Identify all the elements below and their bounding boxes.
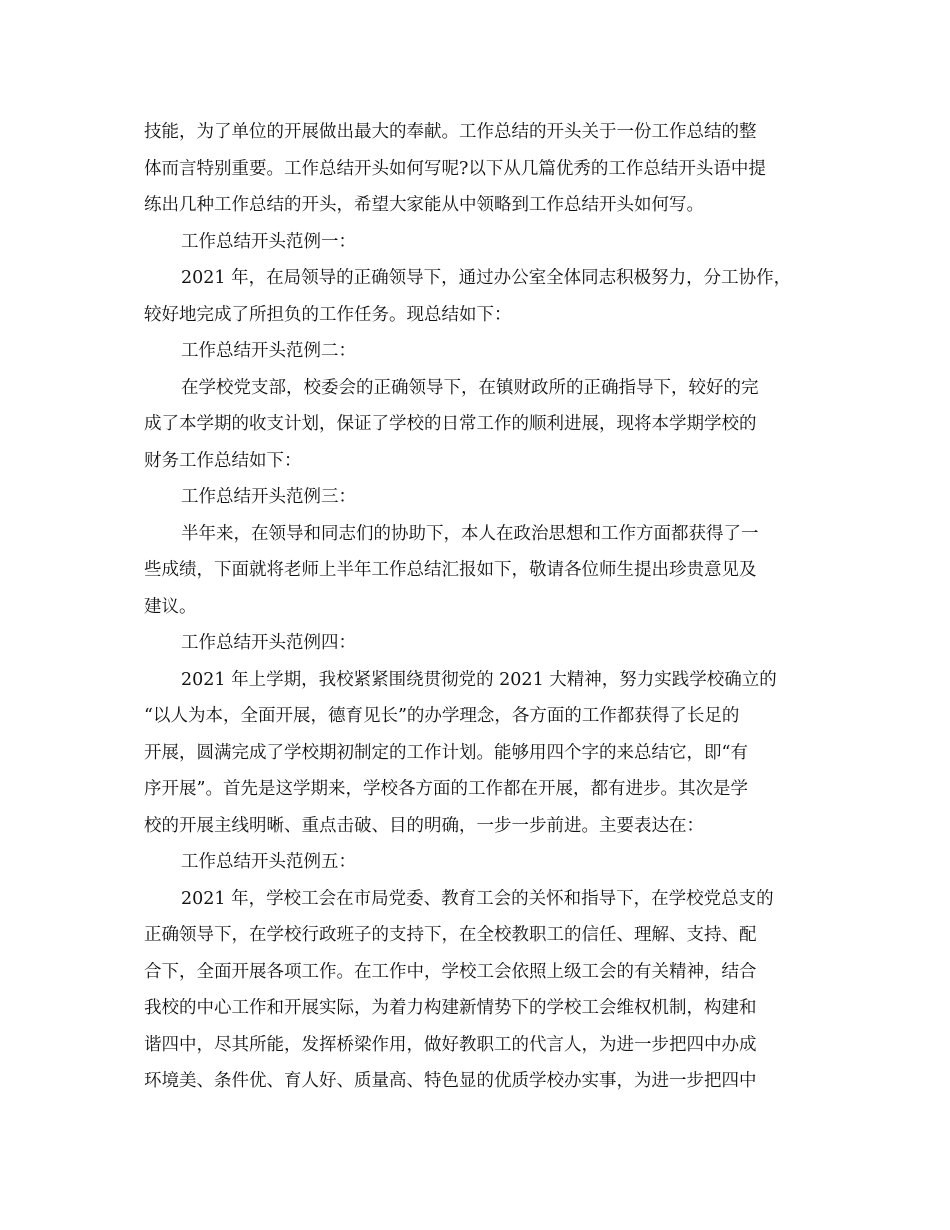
text-line: 合下，全面开展各项工作。在工作中，学校工会依照上级工会的有关精神，结合 (144, 961, 757, 982)
text-line: 体而言特别重要。工作总结开头如何写呢?以下从几篇优秀的工作总结开头语中提 (144, 158, 766, 179)
text-line: 较好地完成了所担负的工作任务。现总结如下： (144, 304, 512, 325)
text-line: 练出几种工作总结的开头，希望大家能从中领略到工作总结开头如何写。 (144, 195, 704, 215)
text-line: 我校的中心工作和开展实际，为着力构建新情势下的学校工会维权机制，构建和 (144, 998, 757, 1018)
text-line: 成了本学期的收支计划，保证了学校的日常工作的顺利进展，现将本学期学校的 (144, 414, 757, 434)
text-line: 谐四中，尽其所能，发挥桥梁作用，做好教职工的代言人，为进一步把四中办成 (144, 1034, 757, 1055)
text-line: 2021 年上学期，我校紧紧围绕贯彻党的 2021 大精神，努力实践学校确立的 (181, 669, 777, 690)
text-line: “以人为本，全面开展，德育见长”的办学理念，各方面的工作都获得了长足的 (144, 706, 740, 726)
section-heading-example-1: 工作总结开头范例一： (181, 231, 356, 252)
text-line: 2021 年，在局领导的正确领导下，通过办公室全体同志积极努力，分工协作， (181, 268, 792, 288)
document-body (144, 114, 806, 1100)
text-line: 建议。 (144, 596, 197, 617)
text-line: 序开展”。首先是这学期来，学校各方面的工作都在开展，都有进步。其次是学 (144, 779, 748, 799)
text-line: 开展，圆满完成了学校期初制定的工作计划。能够用四个字的来总结它，即“有 (144, 742, 748, 763)
text-line: 技能，为了单位的开展做出最大的奉献。工作总结的开头关于一份工作总结的整 (144, 122, 757, 142)
text-line: 环境美、条件优、育人好、质量高、特色显的优质学校办实事，为进一步把四中 (144, 1071, 757, 1091)
section-heading-example-2: 工作总结开头范例二： (181, 341, 356, 361)
section-heading-example-3: 工作总结开头范例三： (181, 487, 356, 507)
text-line: 2021 年，学校工会在市局党委、教育工会的关怀和指导下，在学校党总支的 (181, 888, 774, 909)
text-line: 校的开展主线明晰、重点击破、目的明确，一步一步前进。主要表达在： (144, 815, 704, 836)
text-line: 正确领导下，在学校行政班子的支持下，在全校教职工的信任、理解、支持、配 (144, 925, 757, 945)
section-heading-example-5: 工作总结开头范例五： (181, 852, 356, 872)
text-line: 些成绩，下面就将老师上半年工作总结汇报如下，敬请各位师生提出珍贵意见及 (144, 560, 757, 580)
text-line: 在学校党支部，校委会的正确领导下，在镇财政所的正确指导下，较好的完 (181, 377, 759, 398)
text-line: 半年来，在领导和同志们的协助下，本人在政治思想和工作方面都获得了一 (181, 523, 759, 544)
text-line: 财务工作总结如下： (144, 450, 302, 471)
section-heading-example-4: 工作总结开头范例四： (181, 633, 356, 653)
